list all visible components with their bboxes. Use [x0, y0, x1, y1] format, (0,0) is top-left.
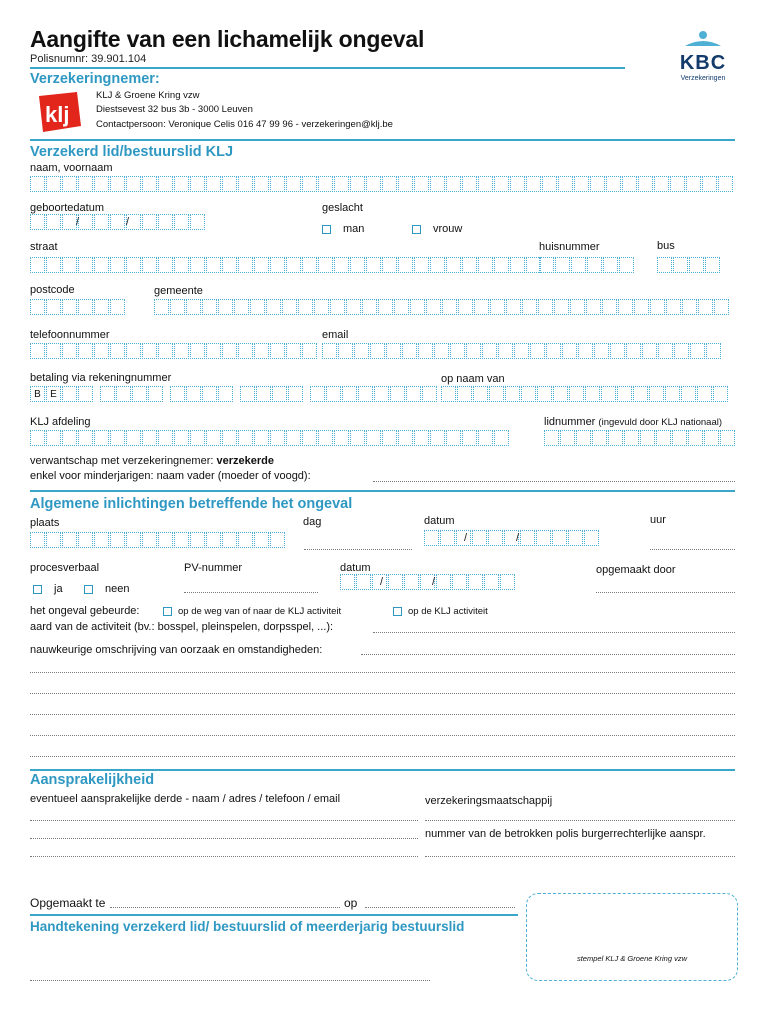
input-uur[interactable] — [650, 549, 735, 550]
label-gemeente: gemeente — [154, 285, 203, 297]
klj-logo — [33, 90, 85, 134]
label-weg: op de weg van of naar de KLJ activiteit — [178, 606, 342, 617]
section-verzekeringnemer: Verzekeringnemer: — [30, 71, 160, 87]
checkbox-vrouw[interactable] — [412, 225, 421, 234]
input-bus[interactable] — [657, 257, 721, 273]
option-weg[interactable] — [163, 606, 341, 617]
rule-2 — [30, 490, 735, 492]
section-aansprakelijkheid: Aansprakelijkheid — [30, 772, 155, 788]
label-op: op — [344, 896, 358, 910]
label-betaling: betaling via rekeningnummer — [30, 372, 172, 384]
label-geboortedatum: geboortedatum — [30, 202, 104, 214]
label-man: man — [343, 223, 365, 235]
input-op-datum[interactable] — [365, 907, 515, 908]
date-slash: / — [516, 532, 520, 544]
input-pv-nummer[interactable] — [184, 592, 318, 593]
label-datum: datum — [424, 515, 455, 527]
label-lidnummer — [544, 416, 722, 428]
input-polisnummer[interactable] — [425, 856, 735, 857]
input-omschrijving-line[interactable] — [30, 735, 735, 736]
input-omschrijving-line[interactable] — [361, 654, 735, 655]
date-slash: / — [76, 216, 80, 228]
input-omschrijving-line[interactable] — [30, 756, 735, 757]
input-geboortedatum[interactable] — [30, 214, 206, 230]
kbc-wordmark: KBC — [679, 52, 727, 74]
kbc-figure-icon — [683, 30, 723, 48]
section-handtekening: Handtekening verzekerd lid/ bestuurslid of meerderjarig bestuurslid — [30, 919, 465, 934]
input-plaats[interactable] — [30, 532, 286, 548]
iban-b: B — [30, 386, 45, 402]
label-gebeurde: het ongeval gebeurde: — [30, 605, 140, 617]
input-maatschappij[interactable] — [425, 820, 735, 821]
label-postcode: postcode — [30, 284, 75, 296]
nemer-address: Diestsevest 32 bus 3b - 3000 Leuven — [96, 104, 253, 115]
input-handtekening[interactable] — [30, 980, 430, 981]
date-slash: / — [126, 216, 130, 228]
label-vrouw: vrouw — [433, 223, 463, 235]
label-op-naam: op naam van — [441, 373, 505, 385]
label-activiteit: op de KLJ activiteit — [408, 606, 488, 617]
section-algemene: Algemene inlichtingen betreffende het ongeval — [30, 496, 353, 512]
input-straat[interactable] — [30, 257, 542, 273]
option-man[interactable] — [322, 223, 364, 235]
input-aard[interactable] — [373, 632, 735, 633]
input-afdeling[interactable] — [30, 430, 510, 446]
input-dag[interactable] — [304, 549, 412, 550]
label-dag: dag — [303, 516, 322, 528]
iban-e: E — [46, 386, 61, 402]
label-neen: neen — [105, 583, 130, 595]
policy-number: Polisnumnr: 39.901.104 — [30, 53, 147, 65]
option-activiteit[interactable] — [393, 606, 488, 617]
label-maatschappij: verzekeringsmaatschappij — [425, 795, 553, 807]
label-aard: aard van de activiteit (bv.: bosspel, pleinspelen, dorpsspel, ...): — [30, 621, 334, 633]
label-procesverbaal: procesverbaal — [30, 562, 100, 574]
label-pv-nummer: PV-nummer — [184, 562, 243, 574]
rule-1 — [30, 139, 735, 141]
input-opgemaakt-te[interactable] — [110, 907, 340, 908]
section-verzekerd-lid: Verzekerd lid/bestuurslid KLJ — [30, 144, 234, 160]
page-title: Aangifte van een lichamelijk ongeval — [30, 26, 425, 52]
input-op-naam[interactable] — [441, 386, 729, 402]
label-straat: straat — [30, 241, 58, 253]
stamp-area[interactable] — [526, 893, 738, 981]
input-rekeningnummer[interactable] — [30, 386, 438, 402]
lidnummer-note: (ingevuld door KLJ nationaal) — [598, 417, 723, 428]
label-verwantschap — [30, 455, 274, 467]
label-plaats: plaats — [30, 517, 60, 529]
label-pv-datum: datum — [340, 562, 371, 574]
checkbox-weg[interactable] — [163, 607, 172, 616]
date-slash: / — [464, 532, 468, 544]
input-datum[interactable] — [424, 530, 600, 546]
verwantschap-text: verwantschap met verzekeringnemer: — [30, 455, 217, 467]
input-derde-line[interactable] — [30, 820, 418, 821]
date-slash: / — [380, 576, 384, 588]
date-slash: / — [432, 576, 436, 588]
verwantschap-value: verzekerde — [216, 455, 274, 467]
label-afdeling: KLJ afdeling — [30, 416, 91, 428]
lidnummer-text: lidnummer — [544, 416, 596, 428]
nemer-contact: Contactpersoon: Veronique Celis 016 47 99 96 - verzekeringen@klj.be — [96, 119, 393, 130]
input-omschrijving-line[interactable] — [30, 672, 735, 673]
label-ja: ja — [54, 583, 63, 595]
checkbox-ja[interactable] — [33, 585, 42, 594]
input-huisnummer[interactable] — [539, 257, 635, 273]
option-vrouw[interactable] — [412, 223, 462, 235]
nemer-name: KLJ & Groene Kring vzw — [96, 90, 200, 101]
input-omschrijving-line[interactable] — [30, 693, 735, 694]
input-lidnummer[interactable] — [544, 430, 736, 446]
input-pv-datum[interactable] — [340, 574, 516, 590]
rule-3 — [30, 769, 735, 771]
input-postcode[interactable] — [30, 299, 126, 315]
label-geslacht: geslacht — [322, 202, 363, 214]
input-email[interactable] — [322, 343, 722, 359]
rule-4 — [30, 914, 518, 916]
input-telefoon[interactable] — [30, 343, 318, 359]
header-rule — [30, 67, 625, 69]
input-minderjarigen[interactable] — [373, 481, 735, 482]
label-omschrijving: nauwkeurige omschrijving van oorzaak en omstandigheden: — [30, 644, 323, 656]
input-omschrijving-line[interactable] — [30, 714, 735, 715]
input-gemeente[interactable] — [154, 299, 730, 315]
label-minderjarigen: enkel voor minderjarigen: naam vader (moeder of voogd): — [30, 470, 311, 482]
checkbox-man[interactable] — [322, 225, 331, 234]
label-derde: eventueel aansprakelijke derde - naam / adres / telefoon / email — [30, 793, 341, 805]
stamp-label: stempel KLJ & Groene Kring vzw — [576, 954, 688, 963]
kbc-subtitle: Verzekeringen — [680, 75, 726, 82]
label-huisnummer: huisnummer — [539, 241, 600, 253]
label-polisnummer: nummer van de betrokken polis burgerrechterlijke aanspr. — [425, 828, 706, 840]
input-naam[interactable] — [30, 176, 734, 192]
label-telefoon: telefoonnummer — [30, 329, 110, 341]
checkbox-neen[interactable] — [84, 585, 93, 594]
label-email: email — [322, 329, 349, 341]
input-derde-line[interactable] — [30, 838, 418, 839]
checkbox-activiteit[interactable] — [393, 607, 402, 616]
input-opgemaakt-door[interactable] — [596, 592, 735, 593]
option-ja[interactable] — [33, 583, 63, 595]
label-naam: naam, voornaam — [30, 162, 113, 174]
label-opgemaakt-te: Opgemaakt te — [30, 896, 106, 910]
option-neen[interactable] — [84, 583, 129, 595]
label-uur: uur — [650, 514, 666, 526]
input-derde-line[interactable] — [30, 856, 418, 857]
label-opgemaakt-door: opgemaakt door — [596, 564, 676, 576]
label-bus: bus — [657, 240, 675, 252]
kbc-logo — [668, 30, 738, 82]
svg-text:klj: klj — [45, 102, 70, 127]
